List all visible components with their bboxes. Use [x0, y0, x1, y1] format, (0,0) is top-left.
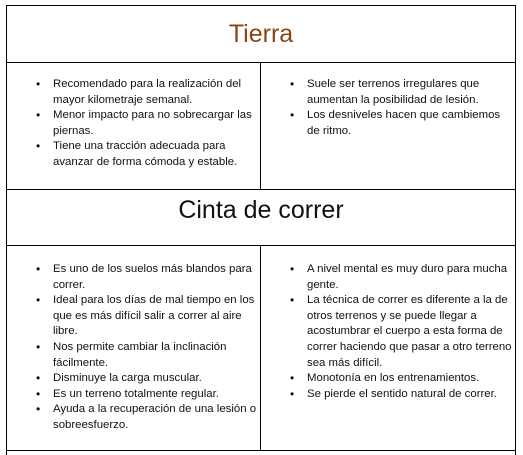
column-divider	[260, 62, 261, 189]
list-item: • Se pierde el sentido natural de correr.	[281, 387, 515, 403]
comparison-table	[6, 5, 516, 455]
tierra-desventajas	[281, 77, 513, 139]
list-item: • Es uno de los suelos más blandos para correr.	[27, 262, 259, 293]
list-item: • Nos permite cambiar la inclinación fácilmente.	[27, 340, 259, 371]
list-item: • La técnica de correr es diferente a la de otros terrenos y se puede llegar a acostumbrar el cuerpo a esta forma de correr haciendo que pasar a otro terreno sea más difícil.	[281, 293, 515, 371]
list-item: • Ideal para los días de mal tiempo en los que es más difícil salir a correr al aire libre.	[27, 293, 259, 340]
list-item: • Es un terreno totalmente regular.	[27, 387, 259, 403]
list-item: • Suele ser terrenos irregulares que aumentan la posibilidad de lesión.	[281, 77, 513, 108]
divider	[7, 189, 515, 190]
column-divider	[260, 245, 261, 450]
list-item: • Tiene una tracción adecuada para avanzar de forma cómoda y estable.	[27, 139, 253, 170]
tierra-ventajas	[27, 77, 253, 171]
list-item: • Disminuye la carga muscular.	[27, 371, 259, 387]
divider	[7, 62, 515, 63]
list-item: • Ayuda a la recuperación de una lesión o sobreesfuerzo.	[27, 402, 259, 433]
list-item: • Los desniveles hacen que cambiemos de ritmo.	[281, 108, 513, 139]
section-title-cinta: Cinta de correr	[178, 196, 344, 224]
list-item: • Recomendado para la realización del mayor kilometraje semanal.	[27, 77, 253, 108]
section-title-tierra: Tierra	[228, 20, 294, 48]
divider	[7, 450, 515, 451]
list-item: • Menor impacto para no sobrecargar las piernas.	[27, 108, 253, 139]
cinta-ventajas	[27, 262, 259, 434]
cinta-desventajas	[281, 262, 515, 402]
divider	[7, 245, 515, 246]
list-item: • Monotonía en los entrenamientos.	[281, 371, 515, 387]
list-item: • A nivel mental es muy duro para mucha gente.	[281, 262, 515, 293]
